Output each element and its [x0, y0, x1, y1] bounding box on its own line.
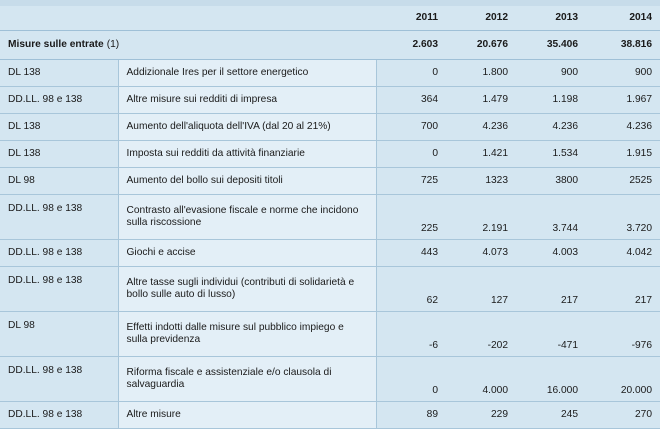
- law-cell: DD.LL. 98 e 138: [0, 267, 118, 312]
- value-cell: 725: [376, 168, 446, 195]
- value-cell: -471: [516, 312, 586, 357]
- table-row: [0, 195, 660, 240]
- description-cell: Riforma fiscale e assistenziale e/o clausola di salvaguardia: [118, 357, 376, 402]
- table-row: [0, 240, 660, 267]
- value-cell: 1.800: [446, 60, 516, 87]
- value-cell: 4.236: [446, 114, 516, 141]
- table-row: [0, 402, 660, 429]
- value-cell: 1.967: [586, 87, 660, 114]
- value-cell: 3.720: [586, 195, 660, 240]
- revenue-measures-table: [0, 6, 660, 429]
- value-cell: 4.000: [446, 357, 516, 402]
- value-cell: 700: [376, 114, 446, 141]
- header-blank: [118, 6, 376, 31]
- value-cell: 4.236: [516, 114, 586, 141]
- summary-row: [0, 31, 660, 60]
- value-cell: 4.042: [586, 240, 660, 267]
- value-cell: 1.198: [516, 87, 586, 114]
- law-cell: DD.LL. 98 e 138: [0, 87, 118, 114]
- law-cell: DL 98: [0, 168, 118, 195]
- value-cell: 229: [446, 402, 516, 429]
- table-row: [0, 168, 660, 195]
- value-cell: 4.003: [516, 240, 586, 267]
- value-cell: 225: [376, 195, 446, 240]
- summary-label-cell: [0, 31, 376, 60]
- description-cell: Addizionale Ires per il settore energetico: [118, 60, 376, 87]
- law-cell: DL 138: [0, 141, 118, 168]
- value-cell: 2525: [586, 168, 660, 195]
- law-cell: DD.LL. 98 e 138: [0, 402, 118, 429]
- description-cell: Aumento del bollo sui depositi titoli: [118, 168, 376, 195]
- header-row: [0, 6, 660, 31]
- table-row: [0, 87, 660, 114]
- value-cell: 364: [376, 87, 446, 114]
- summary-note: (1): [106, 38, 120, 50]
- description-cell: Imposta sui redditi da attività finanziarie: [118, 141, 376, 168]
- table-row: [0, 141, 660, 168]
- law-cell: DD.LL. 98 e 138: [0, 240, 118, 267]
- law-cell: DL 138: [0, 60, 118, 87]
- description-cell: Altre misure sui redditi di impresa: [118, 87, 376, 114]
- law-cell: DL 138: [0, 114, 118, 141]
- value-cell: 0: [376, 141, 446, 168]
- law-cell: DD.LL. 98 e 138: [0, 195, 118, 240]
- description-cell: Effetti indotti dalle misure sul pubblico impiego e sulla previdenza: [118, 312, 376, 357]
- value-cell: 1.479: [446, 87, 516, 114]
- year-header: 2012: [446, 6, 516, 31]
- value-cell: 0: [376, 60, 446, 87]
- value-cell: 4.236: [586, 114, 660, 141]
- description-cell: Altre tasse sugli individui (contributi di solidarietà e bollo sulle auto di lusso): [118, 267, 376, 312]
- summary-value: 20.676: [446, 31, 516, 60]
- table-row: [0, 357, 660, 402]
- year-header: 2013: [516, 6, 586, 31]
- value-cell: 0: [376, 357, 446, 402]
- value-cell: 20.000: [586, 357, 660, 402]
- value-cell: 1323: [446, 168, 516, 195]
- value-cell: 217: [586, 267, 660, 312]
- value-cell: 62: [376, 267, 446, 312]
- law-cell: DL 98: [0, 312, 118, 357]
- value-cell: 89: [376, 402, 446, 429]
- value-cell: 1.421: [446, 141, 516, 168]
- year-header: 2011: [376, 6, 446, 31]
- value-cell: 3800: [516, 168, 586, 195]
- value-cell: -976: [586, 312, 660, 357]
- table-row: [0, 114, 660, 141]
- description-cell: Aumento dell'aliquota dell'IVA (dal 20 al 21%): [118, 114, 376, 141]
- value-cell: 1.915: [586, 141, 660, 168]
- summary-label: Misure sulle entrate: [8, 38, 104, 50]
- value-cell: 270: [586, 402, 660, 429]
- summary-value: 35.406: [516, 31, 586, 60]
- value-cell: 127: [446, 267, 516, 312]
- value-cell: 16.000: [516, 357, 586, 402]
- value-cell: 217: [516, 267, 586, 312]
- summary-value: 38.816: [586, 31, 660, 60]
- law-cell: DD.LL. 98 e 138: [0, 357, 118, 402]
- value-cell: 4.073: [446, 240, 516, 267]
- value-cell: 3.744: [516, 195, 586, 240]
- description-cell: Altre misure: [118, 402, 376, 429]
- header-blank: [0, 6, 118, 31]
- description-cell: Giochi e accise: [118, 240, 376, 267]
- value-cell: 443: [376, 240, 446, 267]
- value-cell: 2.191: [446, 195, 516, 240]
- value-cell: -202: [446, 312, 516, 357]
- table-row: [0, 267, 660, 312]
- description-cell: Contrasto all'evasione fiscale e norme che incidono sulla riscossione: [118, 195, 376, 240]
- value-cell: 900: [586, 60, 660, 87]
- value-cell: 1.534: [516, 141, 586, 168]
- summary-value: 2.603: [376, 31, 446, 60]
- table-row: [0, 60, 660, 87]
- value-cell: -6: [376, 312, 446, 357]
- value-cell: 900: [516, 60, 586, 87]
- table-row: [0, 312, 660, 357]
- value-cell: 245: [516, 402, 586, 429]
- year-header: 2014: [586, 6, 660, 31]
